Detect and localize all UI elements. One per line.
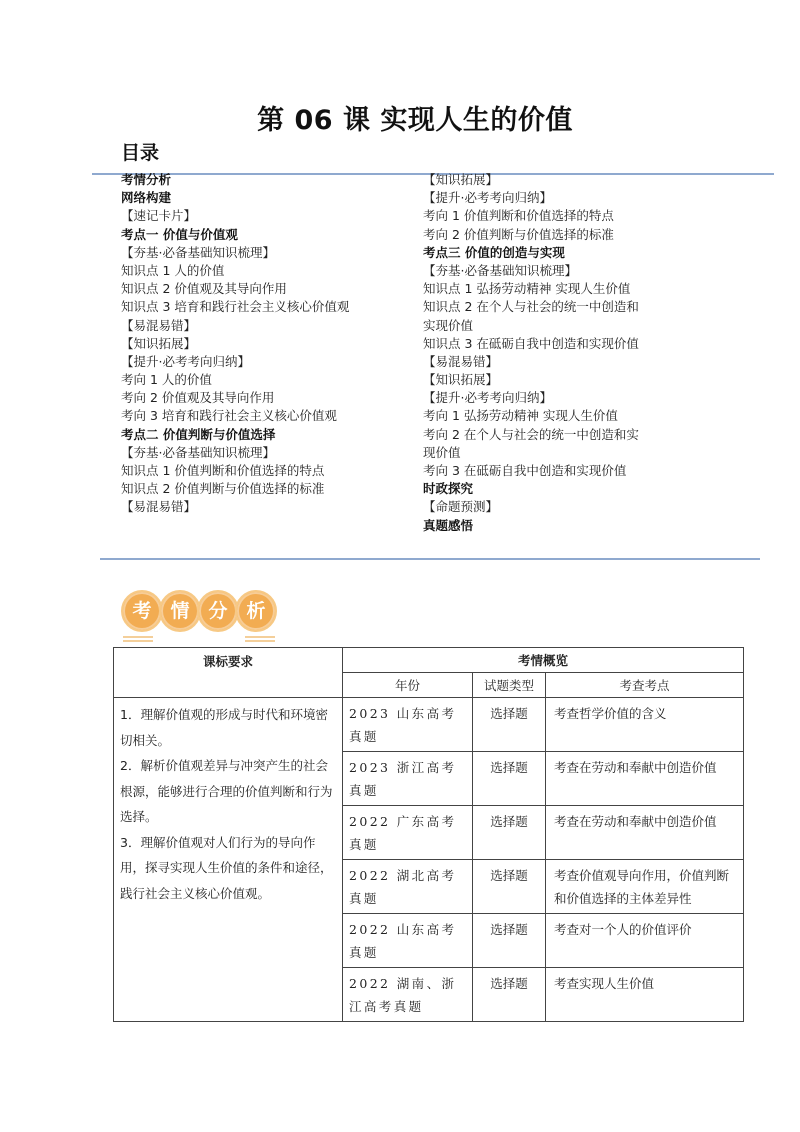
toc-entry-link[interactable]: 【提升·必考考向归纳】 — [423, 190, 552, 206]
toc-entry-link[interactable]: 【易混易错】 — [121, 317, 197, 333]
row-point: 考查在劳动和奉献中创造价值 — [546, 806, 744, 860]
page-title: 第 06 课 实现人生的价值 — [257, 105, 573, 136]
toc-right-column — [423, 171, 639, 535]
badge-stripe — [245, 640, 275, 642]
header-exam-overview: 考情概览 — [343, 648, 744, 673]
row-point: 考查实现人生价值 — [546, 968, 744, 1022]
row-point: 考查在劳动和奉献中创造价值 — [546, 752, 744, 806]
requirement-item: 3．理解价值观对人们行为的导向作用，探寻实现人生价值的条件和途径，践行社会主义核心价值观。 — [120, 834, 333, 901]
toc-entry-link[interactable]: 知识点 1 价值判断和价值选择的特点 — [121, 463, 325, 478]
requirement-item: 1．理解价值观的形成与时代和环境密切相关。 — [120, 707, 328, 748]
badge-stripe — [123, 636, 153, 638]
badge-stripe — [245, 636, 275, 638]
toc-entry-link[interactable]: 考向 1 人的价值 — [121, 372, 212, 388]
toc-entry-link[interactable]: 知识点 1 人的价值 — [121, 262, 225, 278]
toc-entry-link[interactable]: 【知识拓展】 — [423, 172, 499, 187]
badge-char-2: 情 — [159, 590, 201, 632]
toc-entry-link[interactable]: 【夯基·必备基础知识梳理】 — [121, 444, 275, 460]
row-year: 2023 浙江高考真题 — [343, 752, 473, 806]
badge-stripe — [123, 640, 153, 642]
toc-entry-link[interactable]: 【知识拓展】 — [423, 372, 499, 388]
toc-section-link[interactable]: 考情分析 — [121, 172, 172, 187]
toc-section-link[interactable]: 考点一 价值与价值观 — [121, 226, 238, 242]
row-type: 选择题 — [473, 860, 546, 914]
toc-section-link[interactable]: 考点二 价值判断与价值选择 — [121, 426, 276, 442]
toc-entry-link[interactable]: 考向 3 培育和践行社会主义核心价值观 — [121, 408, 337, 424]
badge-char-3: 分 — [197, 590, 239, 632]
toc-heading: 目录 — [121, 142, 160, 164]
row-type: 选择题 — [473, 914, 546, 968]
toc-entry-link[interactable]: 【易混易错】 — [423, 353, 499, 369]
toc-entry-link[interactable]: 【速记卡片】 — [121, 208, 197, 224]
requirement-item: 2．解析价值观差异与冲突产生的社会根源，能够进行合理的价值判断和行为选择。 — [120, 758, 333, 824]
toc-entry-link[interactable]: 现价值 — [423, 444, 461, 460]
subheader-question-type: 试题类型 — [473, 673, 546, 698]
row-point: 考查哲学价值的含义 — [546, 698, 744, 752]
row-year: 2022 山东高考真题 — [343, 914, 473, 968]
toc-entry-link[interactable]: 知识点 2 价值判断与价值选择的标准 — [121, 481, 325, 497]
toc-section-link[interactable]: 网络构建 — [121, 190, 172, 206]
exam-analysis-table — [113, 647, 744, 1022]
header-curriculum-requirements: 课标要求 — [114, 648, 343, 698]
subheader-year: 年份 — [343, 673, 473, 698]
toc-entry-link[interactable]: 考向 2 价值观及其导向作用 — [121, 390, 275, 406]
toc-entry-link[interactable]: 知识点 2 价值观及其导向作用 — [121, 281, 287, 297]
row-point: 考查价值观导向作用，价值判断和价值选择的主体差异性 — [546, 860, 744, 914]
row-year: 2023 山东高考真题 — [343, 698, 473, 752]
toc-entry-link[interactable]: 【易混易错】 — [121, 499, 197, 515]
toc-entry-link[interactable]: 考向 1 弘扬劳动精神 实现人生价值 — [423, 408, 618, 424]
toc-entry-link[interactable]: 【提升·必考考向归纳】 — [423, 390, 552, 406]
toc-entry-link[interactable]: 知识点 1 弘扬劳动精神 实现人生价值 — [423, 281, 631, 297]
toc-entry-link[interactable]: 【知识拓展】 — [121, 335, 197, 351]
table-row — [114, 698, 744, 752]
toc-bottom-divider — [100, 558, 760, 560]
toc-entry-link[interactable]: 实现价值 — [423, 317, 474, 333]
toc-entry-link[interactable]: 知识点 3 在砥砺自我中创造和实现价值 — [423, 335, 639, 351]
row-point: 考查对一个人的价值评价 — [546, 914, 744, 968]
toc-entry-link[interactable]: 【提升·必考考向归纳】 — [121, 353, 250, 369]
subheader-exam-point: 考查考点 — [546, 673, 744, 698]
row-type: 选择题 — [473, 968, 546, 1022]
toc-left-column — [121, 171, 349, 517]
toc-entry-link[interactable]: 知识点 3 培育和践行社会主义核心价值观 — [121, 299, 350, 315]
toc-entry-link[interactable]: 考向 3 在砥砺自我中创造和实现价值 — [423, 463, 627, 478]
toc-entry-link[interactable]: 【夯基·必备基础知识梳理】 — [423, 262, 577, 278]
toc-entry-link[interactable]: 【命题预测】 — [423, 499, 499, 515]
row-year: 2022 湖南、浙江高考真题 — [343, 968, 473, 1022]
toc-entry-link[interactable]: 考向 2 价值判断与价值选择的标准 — [423, 226, 614, 242]
row-year: 2022 湖北高考真题 — [343, 860, 473, 914]
toc-entry-link[interactable]: 【夯基·必备基础知识梳理】 — [121, 244, 275, 260]
requirements-cell — [114, 698, 343, 1022]
badge-char-1: 考 — [121, 590, 163, 632]
toc-section-link[interactable]: 时政探究 — [423, 481, 474, 497]
toc-section-link[interactable]: 考点三 价值的创造与实现 — [423, 244, 565, 260]
toc-entry-link[interactable]: 考向 1 价值判断和价值选择的特点 — [423, 208, 614, 224]
badge-char-4: 析 — [235, 590, 277, 632]
section-badge-kaoqing-fenxi — [121, 590, 281, 646]
row-type: 选择题 — [473, 752, 546, 806]
toc-entry-link[interactable]: 知识点 2 在个人与社会的统一中创造和 — [423, 299, 639, 315]
toc-entry-link[interactable]: 考向 2 在个人与社会的统一中创造和实 — [423, 426, 639, 442]
toc-section-link[interactable]: 真题感悟 — [423, 517, 474, 533]
row-type: 选择题 — [473, 698, 546, 752]
row-type: 选择题 — [473, 806, 546, 860]
row-year: 2022 广东高考真题 — [343, 806, 473, 860]
